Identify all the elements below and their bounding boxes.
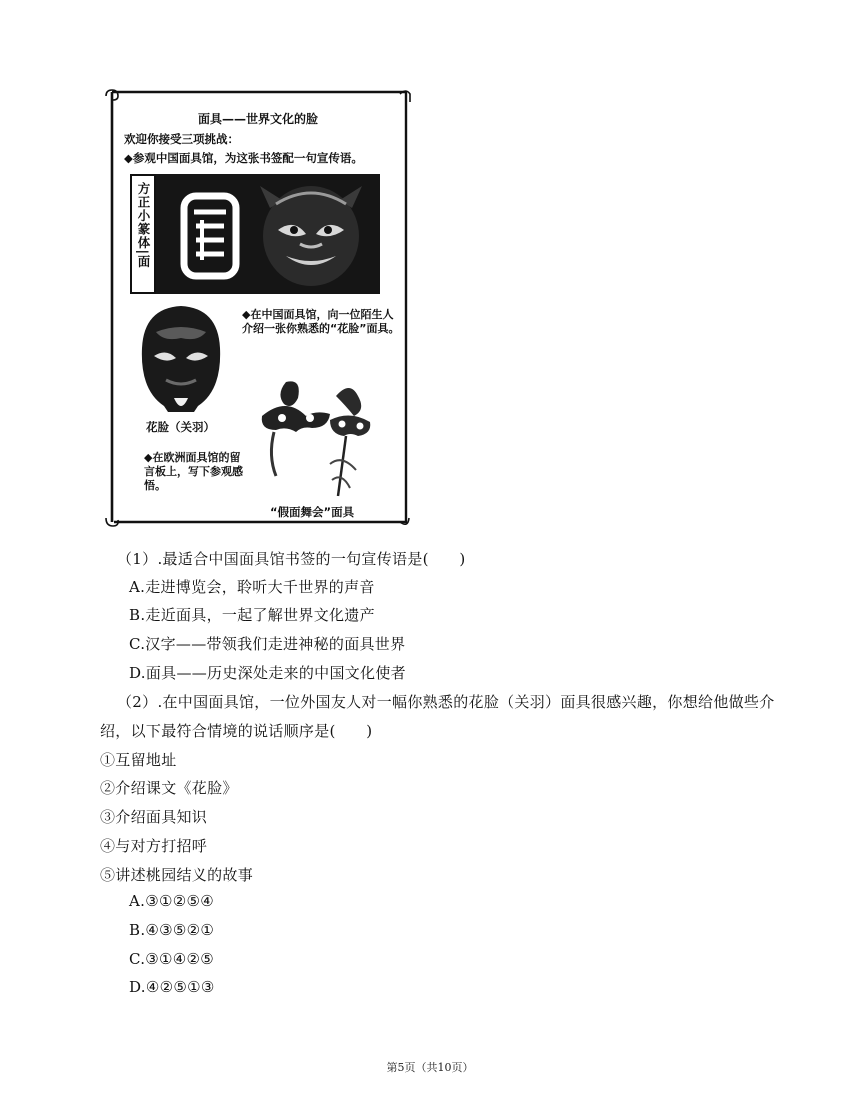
- question-2-option-c: C.③①④②⑤: [129, 950, 215, 968]
- poster-task-3: ◆在欧洲面具馆的留言板上，写下参观感悟。: [144, 451, 243, 492]
- question-1-option-d: D.面具——历史深处走来的中国文化使者: [129, 664, 406, 682]
- masquerade-masks-icon: [246, 376, 386, 500]
- question-1-option-a: A.走进博览会，聆听大千世界的声音: [129, 578, 375, 596]
- bronze-mask-icon: [256, 178, 366, 290]
- page-footer: 第5页（共10页）: [386, 1061, 474, 1074]
- question-2-item-4: ④与对方打招呼: [100, 837, 208, 855]
- question-2-option-a: A.③①②⑤④: [129, 892, 214, 910]
- question-2-stem-line1: （2）.在中国面具馆，一位外国友人对一幅你熟悉的花脸（关羽）面具很感兴趣，你想给他做些介: [117, 693, 775, 711]
- question-1-option-b: B.走近面具，一起了解世界文化遗产: [129, 606, 375, 624]
- caption-guan-yu: 花脸（关羽）: [146, 420, 215, 434]
- poster-intro: 欢迎你接受三项挑战：: [124, 132, 239, 146]
- question-2-item-1: ①互留地址: [100, 751, 177, 769]
- caption-masquerade: “假面舞会”面具: [270, 505, 355, 519]
- poster-task-2: ◆在中国面具馆，向一位陌生人介绍一张你熟悉的“花脸”面具。: [242, 308, 400, 335]
- question-2-item-3: ③介绍面具知识: [100, 808, 208, 826]
- poster-title: 面具——世界文化的脸: [197, 112, 318, 126]
- bookmark-label: [130, 174, 156, 294]
- question-2-item-5: ⑤讲述桃园结义的故事: [100, 866, 254, 884]
- poster-image: [104, 86, 412, 532]
- question-2-stem-line2: 绍，以下最符合情境的说话顺序是( ): [100, 722, 373, 740]
- poster-task-1: ◆参观中国面具馆，为这张书签配一句宣传语。: [124, 151, 363, 165]
- bookmark-label-text: 方正小篆体|面: [136, 182, 151, 269]
- question-2-option-b: B.④③⑤②①: [129, 921, 215, 939]
- guan-yu-mask-icon: [136, 302, 226, 414]
- question-1-option-c: C.汉字——带领我们走进神秘的面具世界: [129, 635, 406, 653]
- question-2-item-2: ②介绍课文《花脸》: [100, 779, 238, 797]
- question-1-stem: （1）.最适合中国面具馆书签的一句宣传语是( ): [117, 550, 466, 568]
- question-2-option-d: D.④②⑤①③: [129, 978, 215, 996]
- seal-character-icon: [176, 190, 246, 282]
